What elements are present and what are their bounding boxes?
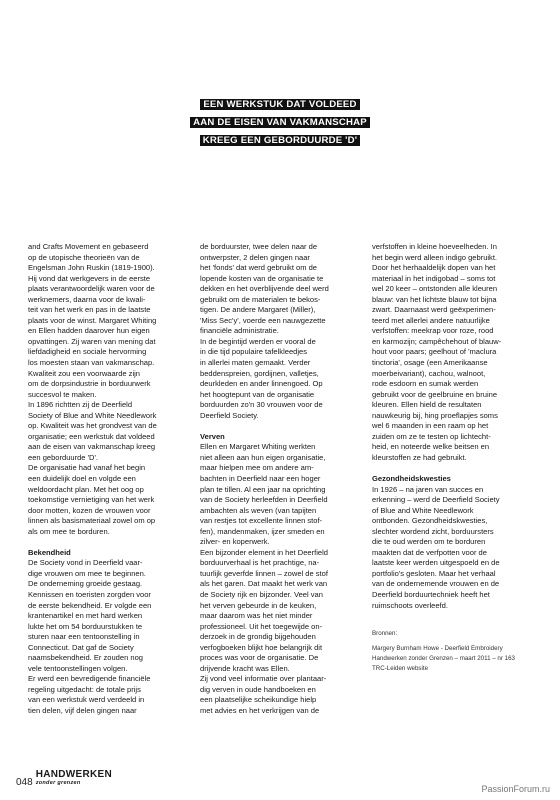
text-line: op. Kwaliteit was het grondvest van de <box>28 421 157 431</box>
text-line: kleurstoffen ze had gebruikt. <box>372 452 467 462</box>
text-line: naamsbekendheid. Er zouden nog <box>28 653 143 663</box>
pull-quote <box>0 94 560 148</box>
text-line: De onderneming groeide gestaag. <box>28 579 143 589</box>
text-line: het begin werd alleen indigo gebruikt. <box>372 252 498 262</box>
text-line: als om mee te borduren. <box>28 526 110 536</box>
magazine-logo <box>36 770 112 788</box>
text-line: drijvende kracht was Ellen. <box>200 663 290 673</box>
text-line: of Blue and White Needlework <box>372 505 474 515</box>
text-line: een plaatselijke scheikundige hielp <box>200 695 317 705</box>
source-entry: Margery Burnham Howe - Deerfield Embroidery <box>372 645 503 653</box>
column-3 <box>372 242 530 717</box>
text-line: Society of Blue and White Needlework <box>28 410 157 420</box>
text-line: rode esdoorn en sumak werden <box>372 379 479 389</box>
text-line: beddenspreien, gordijnen, valletjes, <box>200 368 319 378</box>
paragraph-gap <box>28 537 186 548</box>
page-number: 048 <box>16 777 33 788</box>
text-line: liefdadigheid en sociale hervorming <box>28 347 147 357</box>
paragraph-gap <box>200 421 358 432</box>
sources-block <box>372 629 530 674</box>
text-line: in die tijd populaire tafelkleedjes <box>200 347 307 357</box>
section-heading: Verven <box>200 431 225 441</box>
text-line: aan de eisen van vakmanschap kreeg <box>28 442 156 452</box>
sources-label: Bronnen: <box>372 630 398 638</box>
text-line: van de ondernemende vrouwen en de <box>372 579 500 589</box>
text-line: plaats voor de winst. Margaret Whiting <box>28 315 157 325</box>
text-line: als het garen. Dat maakt het werk van <box>200 579 328 589</box>
text-line: organisatie; een werkstuk dat voldeed <box>28 431 155 441</box>
text-line: erkenning – werd de Deerfield Society <box>372 495 500 505</box>
magazine-name: HANDWERKEN <box>35 769 113 780</box>
text-line: een duidelijk doel en volgde een <box>28 474 136 484</box>
text-line: plaats verantwoordelijk waren voor de <box>28 284 155 294</box>
pull-quote-line: EEN WERKSTUK DAT VOLDEED <box>200 99 359 110</box>
text-line: die te oud werden om te borduren <box>372 537 486 547</box>
text-line: op de utopische theorieën van de <box>28 252 140 262</box>
text-line: dige vrouwen om mee te beginnen. <box>28 568 146 578</box>
text-line: fen), mandenmaken, ijzer smeden en <box>200 526 325 536</box>
text-line: ambachten als weven (van tapijten <box>200 505 317 515</box>
text-line: door motten, kozen de vrouwen voor <box>28 505 151 515</box>
text-line: Er werd een bevredigende financiële <box>28 674 151 684</box>
text-line: het verven gebeurde in de keuken, <box>200 600 317 610</box>
text-line: tigen. De andere Margaret (Miller), <box>200 305 316 315</box>
text-line: vele tentoonstellingen volgen. <box>28 663 128 673</box>
text-line: De Society vond in Deerfield vaar- <box>28 558 143 568</box>
text-line: en karmozijn; campêchehout of blauw- <box>372 336 502 346</box>
text-line: en Ellen hadden daarover hun eigen <box>28 326 150 336</box>
text-line: Deerfield Society. <box>200 410 259 420</box>
paragraph-gap <box>372 463 530 474</box>
text-line: nauwkeurig bij, hing proeflapjes soms <box>372 410 498 420</box>
text-line: werknemers, daarna voor de kwali- <box>28 294 146 304</box>
text-line: van de Society herleefden in Deerfield <box>200 495 328 505</box>
text-line: de eerste bekendheid. Er volgde een <box>28 600 152 610</box>
text-line: van een werkstuk werd verdeeld in <box>28 695 145 705</box>
text-line: linnen als basismateriaal zowel om op <box>28 516 156 526</box>
text-line: om de dorpsindustrie in borduurwerk <box>28 379 151 389</box>
text-line: een geborduurde 'D'. <box>28 452 99 462</box>
text-line: maar daarom was het niet minder <box>200 611 313 621</box>
text-line: Een bijzonder element in het Deerfield <box>200 547 328 557</box>
text-line: ruimschoots overleefd. <box>372 600 448 610</box>
text-line: proces was voor de organisatie. De <box>200 653 319 663</box>
text-line: Zij vond veel informatie over plantaar- <box>200 674 327 684</box>
text-line: verfogboeken blijkt hoe belangrijk dit <box>200 642 323 652</box>
text-line: plan te tillen. Al een jaar na oprichting <box>200 484 326 494</box>
text-line: Connecticut. Dat gaf de Society <box>28 642 134 652</box>
text-line: 'Miss Sec'y', voerde een nauwgezette <box>200 315 326 325</box>
text-line: lukte het om 54 borduurstukken te <box>28 621 143 631</box>
text-line: met advies en het verkrijgen van de <box>200 706 320 716</box>
article-body <box>28 242 532 717</box>
text-line: zuiden om ze te testen op lichtecht- <box>372 431 491 441</box>
text-line: teit van het werk en pas in de laatste <box>28 305 151 315</box>
text-line: Ellen en Margaret Whiting werkten <box>200 442 316 452</box>
text-line: het 'fonds' dat werd gebruikt om de <box>200 263 317 273</box>
text-line: hout voor paars; geelhout of 'maclura <box>372 347 497 357</box>
source-entry: Handwerken zonder Grenzen – maart 2011 – nr 163 <box>372 655 515 663</box>
text-line: dekken en het overblijvende deel werd <box>200 284 329 294</box>
text-line: kleuren. Ellen hield de resultaten <box>372 400 482 410</box>
section-heading: Bekendheid <box>28 547 71 557</box>
text-line: los moesten staan van vakmanschap. <box>28 358 155 368</box>
text-line: In 1926 – na jaren van succes en <box>372 484 484 494</box>
text-line: de borduurster, twee delen naar de <box>200 242 318 251</box>
text-line: Hij vond dat werkgevers in de eerste <box>28 273 151 283</box>
page-footer <box>16 770 112 788</box>
text-line: ontwerpster, 2 delen gingen naar <box>200 252 310 262</box>
text-line: derzoek in de grondig bijgehouden <box>200 632 316 642</box>
text-line: De organisatie had vanaf het begin <box>28 463 146 473</box>
text-line: Deerfield borduurtechniek heeft het <box>372 590 490 599</box>
text-line: regeling uitgedacht: de totale prijs <box>28 684 141 694</box>
text-line: Kennissen en toeristen zorgden voor <box>28 590 151 599</box>
text-line: Kwaliteit zou een voorwaarde zijn <box>28 368 141 378</box>
text-line: wel 6 maanden in een raam op het <box>372 421 489 431</box>
text-line: borduurden zo'n 30 vrouwen voor de <box>200 400 323 410</box>
text-line: dig verven in oude handboeken en <box>200 684 316 694</box>
text-line: teerd met allerlei andere natuurlijke <box>372 315 490 325</box>
text-line: slechter wordend zicht, borduursters <box>372 526 494 536</box>
pull-quote-line: KREEG EEN GEBORDUURDE 'D' <box>200 135 361 146</box>
text-line: gebruikt om de materialen te bekos- <box>200 294 321 304</box>
text-line: financiële administratie. <box>200 326 279 336</box>
text-line: moerbeivariant), cachou, walnoot, <box>372 368 486 378</box>
text-line: krantenartikel en met hard werken <box>28 611 143 621</box>
text-line: verfstoffen in kleine hoeveelheden. In <box>372 242 497 251</box>
text-line: van restjes tot excellente linnen stof- <box>200 516 323 526</box>
text-line: tinctoria', osage (een Amerikaanse <box>372 358 488 368</box>
text-line: toekomstige vernietiging van het werk <box>28 495 155 505</box>
column-1 <box>28 242 186 717</box>
text-line: laatste keer werden uitgespoeld en de <box>372 558 500 568</box>
text-line: succesvol te maken. <box>28 389 97 399</box>
text-line: lopende kosten van de organisatie te <box>200 273 324 283</box>
pull-quote-line: AAN DE EISEN VAN VAKMANSCHAP <box>190 117 370 128</box>
text-line: borduurverhaal is het prachtige, na- <box>200 558 320 568</box>
column-2 <box>200 242 358 717</box>
text-line: portfolio's gesloten. Maar het verhaal <box>372 568 496 578</box>
magazine-tagline: zonder grenzen <box>35 780 81 786</box>
text-line: zwart. Daarnaast werd geëxperimen- <box>372 305 496 315</box>
text-line: niet alleen aan hun eigen organisatie, <box>200 452 326 462</box>
text-line: Engelsman John Ruskin (1819-1900). <box>28 263 155 273</box>
text-line: weldoordacht plan. Met het oog op <box>28 484 144 494</box>
text-line: and Crafts Movement en gebaseerd <box>28 242 149 251</box>
text-line: ontbonden. Gezondheidskwesties, <box>372 516 488 526</box>
text-line: heid, en noteerde welke beitsen en <box>372 442 490 452</box>
text-line: Door het herhaaldelijk dopen van het <box>372 263 496 273</box>
text-line: maar hielpen mee om andere am- <box>200 463 314 473</box>
text-line: deurkleden en ander linnengoed. Op <box>200 379 323 389</box>
text-line: zilver- en koperwerk. <box>200 537 270 547</box>
text-line: blauw: van het lichtste blauw tot bijna <box>372 294 497 304</box>
text-line: het hoogtepunt van de organisatie <box>200 389 315 399</box>
text-line: verfstoffen: meekrap voor roze, rood <box>372 326 494 336</box>
text-line: In 1896 richtten zij de Deerfield <box>28 400 133 410</box>
text-line: In de begintijd werden er vooral de <box>200 336 316 346</box>
text-line: tien delen, vijf delen gingen naar <box>28 706 137 716</box>
text-line: sturen naar een tentoonstelling in <box>28 632 140 642</box>
text-line: opvattingen. Zij waren van mening dat <box>28 336 156 346</box>
text-line: wel 20 keer – ontstonden alle kleuren <box>372 284 498 294</box>
text-line: tuurlijk geverfde linnen – zowel de stof <box>200 568 328 578</box>
section-heading: Gezondheidskwesties <box>372 473 451 483</box>
source-entry: TRC-Leiden website <box>372 665 429 673</box>
text-line: bachten in Deerfield naar een hoger <box>200 473 321 483</box>
text-line: maakten dat de verfpotten voor de <box>372 547 487 557</box>
text-line: gebruikt voor de geelbruine en bruine <box>372 389 498 399</box>
text-line: de Society rijk en bijzonder. Veel van <box>200 590 323 599</box>
text-line: professioneel. Uit het toegewijde on- <box>200 621 323 631</box>
text-line: materiaal in het indigobad – soms tot <box>372 273 496 283</box>
watermark: PassionForum.ru <box>481 784 550 794</box>
text-line: in allerlei maten gemaakt. Verder <box>200 358 311 368</box>
